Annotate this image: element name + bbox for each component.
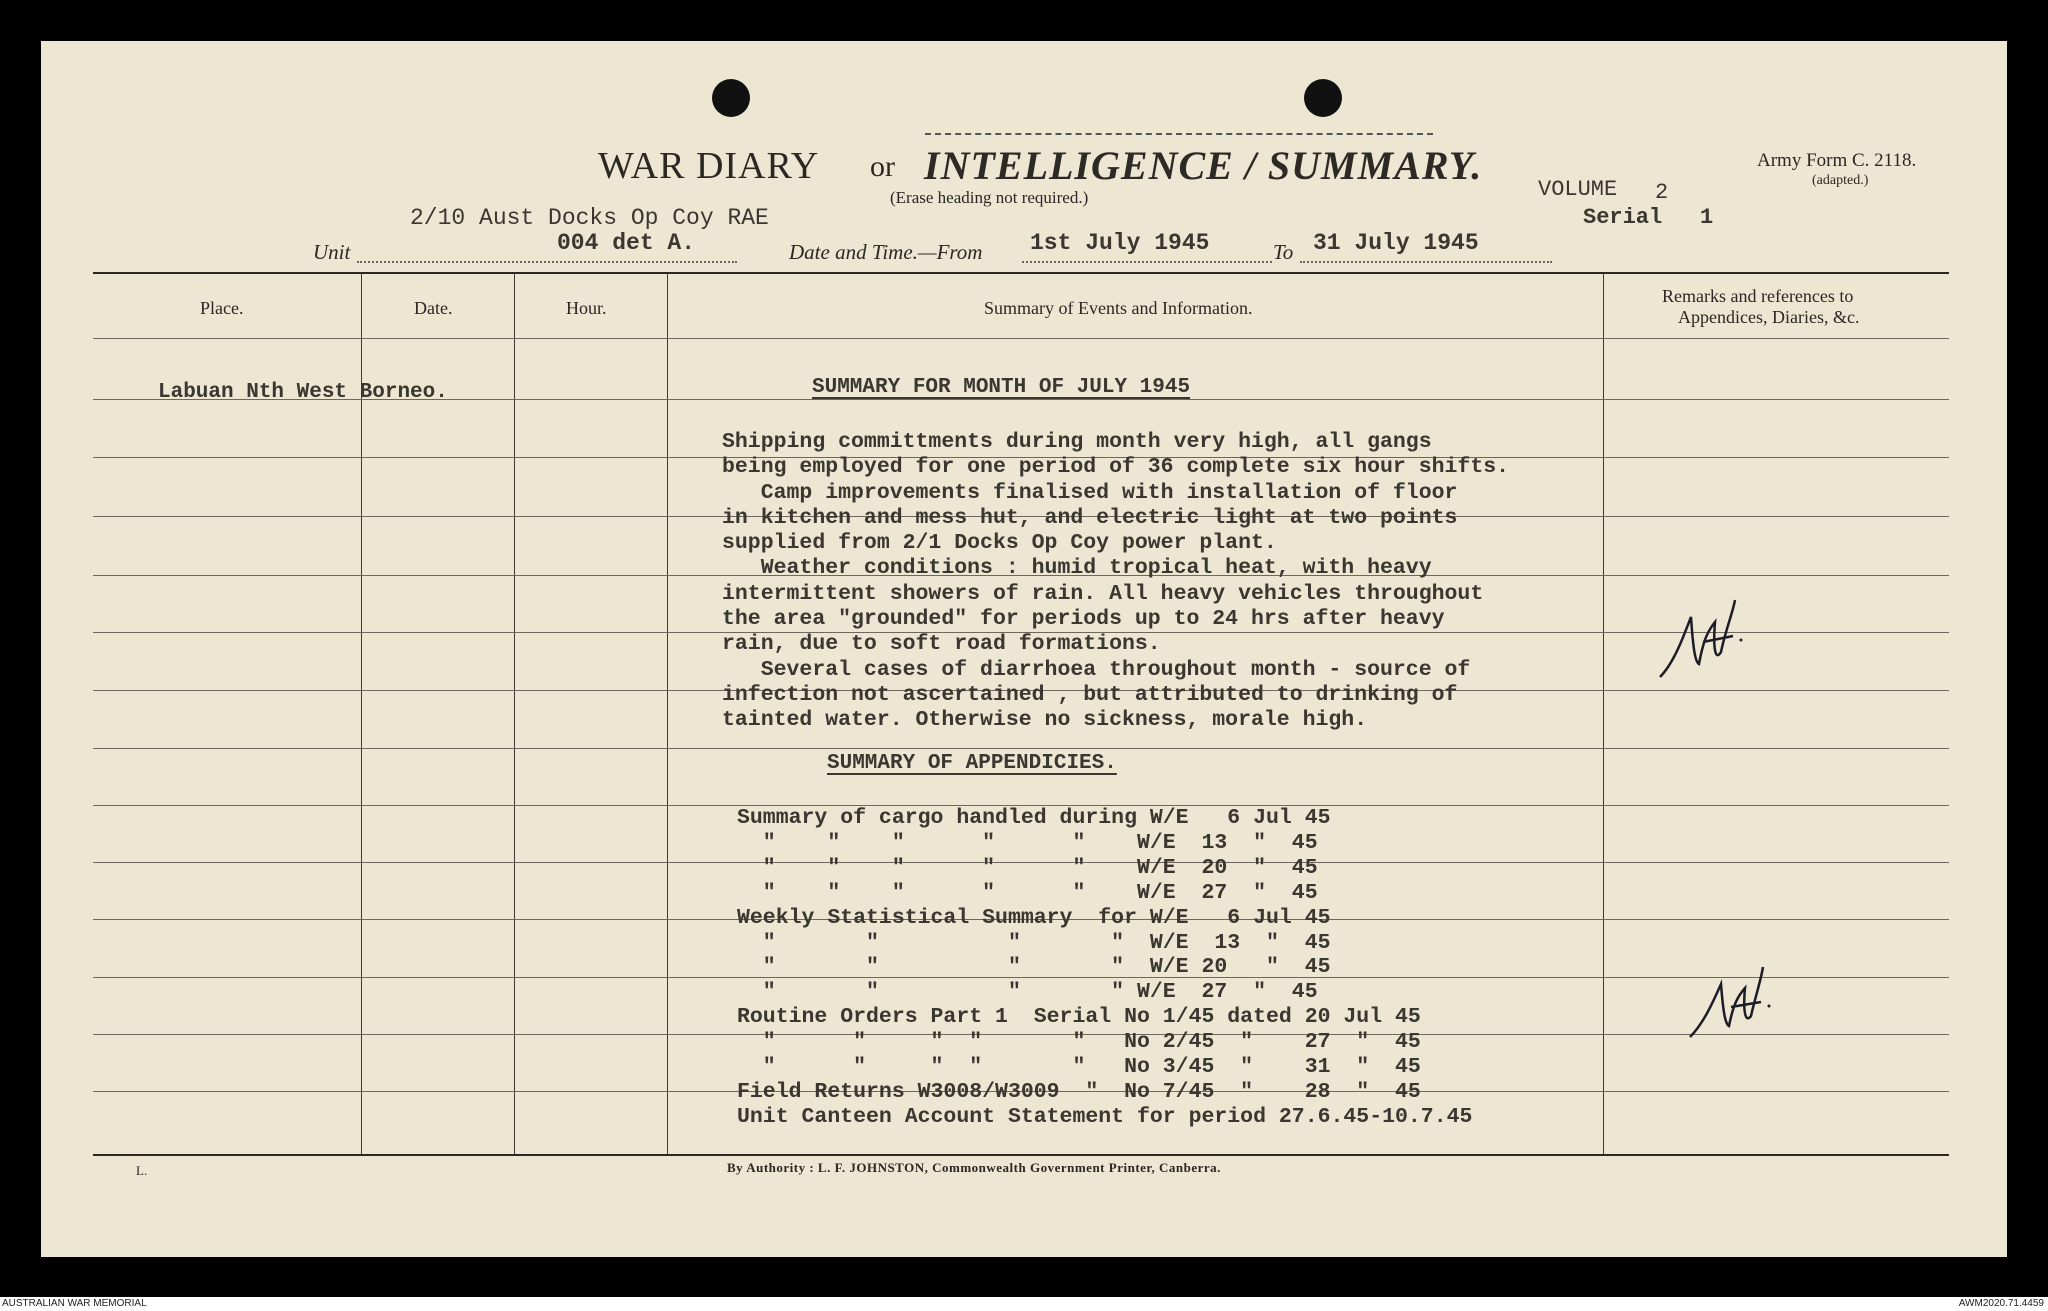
appendix-line: " " " " " W/E 27 " 45 [737,880,1318,905]
date-from-label: Date and Time.—From [789,240,983,264]
column-header-summary: Summary of Events and Information. [984,298,1253,318]
summary-line: tainted water. Otherwise no sickness, morale high. [722,708,1368,733]
table-top-border [93,272,1949,274]
summary-line: Weather conditions : humid tropical heat, with heavy [722,556,1432,581]
appendix-line: Unit Canteen Account Statement for period 27.6.45-10.7.45 [737,1104,1473,1129]
summary-line: being employed for one period of 36 complete six hour shifts. [722,455,1510,480]
date-from-value: 1st July 1945 [1030,230,1210,256]
serial-label: Serial [1583,205,1663,230]
unit-value-line1: 2/10 Aust Docks Op Coy RAE [410,205,769,231]
date-to-label: To [1273,240,1294,264]
unit-dotted-line [357,261,737,263]
typed-strike-line [925,133,1433,135]
erase-note: (Erase heading not required.) [890,188,1089,207]
volume-value: 2 [1655,180,1669,205]
serial-value: 1 [1700,205,1714,230]
column-header-remarks-line1: Remarks and references to [1662,286,1854,306]
summary-line: the area "grounded" for periods up to 24 hrs after heavy [722,607,1445,632]
summary-line: in kitchen and mess hut, and electric light at two points [722,505,1458,530]
appendix-line: " " " " " W/E 13 " 45 [737,830,1318,855]
appendix-line: Summary of cargo handled during W/E 6 Jul 45 [737,806,1331,830]
remarks-signature-2 [1685,962,1775,1042]
army-form-number: Army Form C. 2118. [1757,150,1917,171]
column-divider-place [361,273,362,1154]
form-title-or: or [870,150,895,183]
form-title-war-diary: WAR DIARY [598,145,820,187]
form-title-intelligence-summary: INTELLIGENCE / SUMMARY. [924,143,1483,188]
column-divider-hour [667,273,668,1154]
appendix-line: Weekly Statistical Summary for W/E 6 Jul 45 [737,905,1331,930]
summary-line: rain, due to soft road formations. [722,632,1161,657]
unit-value-line2: 004 det A. [557,230,696,256]
summary-line: Several cases of diarrhoea throughout month - source of [722,657,1471,682]
appendices-heading: SUMMARY OF APPENDICIES. [827,752,1117,775]
column-divider-summary [1603,273,1604,1154]
appendix-line: " " " " W/E 20 " 45 [737,955,1331,980]
summary-line: infection not ascertained , but attributed to drinking of [722,682,1458,707]
ruled-line [93,748,1949,749]
army-form-adapted: (adapted.) [1812,173,1869,188]
footer-letter: L. [136,1163,148,1178]
archive-footer-bar [0,1297,2048,1311]
date-to-value: 31 July 1945 [1313,230,1479,256]
volume-label: VOLUME [1538,177,1618,202]
entry-heading: SUMMARY FOR MONTH OF JULY 1945 [812,376,1191,399]
date-from-dotted-line [1022,261,1272,263]
appendix-line: " " " " " No 2/45 " 27 " 45 [737,1030,1421,1055]
appendices-list [737,806,1472,1130]
column-header-hour: Hour. [566,298,607,318]
appendix-line: Routine Orders Part 1 Serial No 1/45 dated 20 Jul 45 [737,1005,1421,1030]
appendix-line: " " " " " W/E 20 " 45 [737,855,1318,880]
summary-line: intermittent showers of rain. All heavy vehicles throughout [722,581,1484,606]
column-header-remarks-line2: Appendices, Diaries, &c. [1678,307,1860,327]
appendix-line: Field Returns W3008/W3009 " No 7/45 " 28 " 45 [737,1079,1421,1104]
column-divider-date [514,273,515,1154]
remarks-signature-1 [1655,592,1745,682]
unit-label: Unit [313,240,351,264]
table-bottom-border [93,1154,1949,1156]
ruled-line [93,338,1949,339]
footer-authority: By Authority : L. F. JOHNSTON, Commonwealth Government Printer, Canberra. [727,1160,1221,1175]
summary-line: Camp improvements finalised with installation of floor [722,480,1458,505]
summary-line: Shipping committments during month very high, all gangs [722,430,1432,454]
entry-place: Labuan Nth West Borneo. [158,381,448,404]
appendix-line: " " " " W/E 27 " 45 [737,980,1318,1005]
appendix-line: " " " " " No 3/45 " 31 " 45 [737,1055,1421,1080]
date-to-dotted-line [1300,261,1552,263]
archive-credit: AUSTRALIAN WAR MEMORIAL [2,1298,147,1309]
punch-hole-left [712,79,750,117]
summary-line: supplied from 2/1 Docks Op Coy power plant. [722,531,1277,556]
appendix-line: " " " " W/E 13 " 45 [737,930,1331,955]
column-header-place: Place. [200,298,244,318]
punch-hole-right [1304,79,1342,117]
entry-summary-paragraph [722,430,1509,734]
archive-id: AWM2020.71.4459 [1958,1298,2044,1309]
column-header-date: Date. [414,298,453,318]
